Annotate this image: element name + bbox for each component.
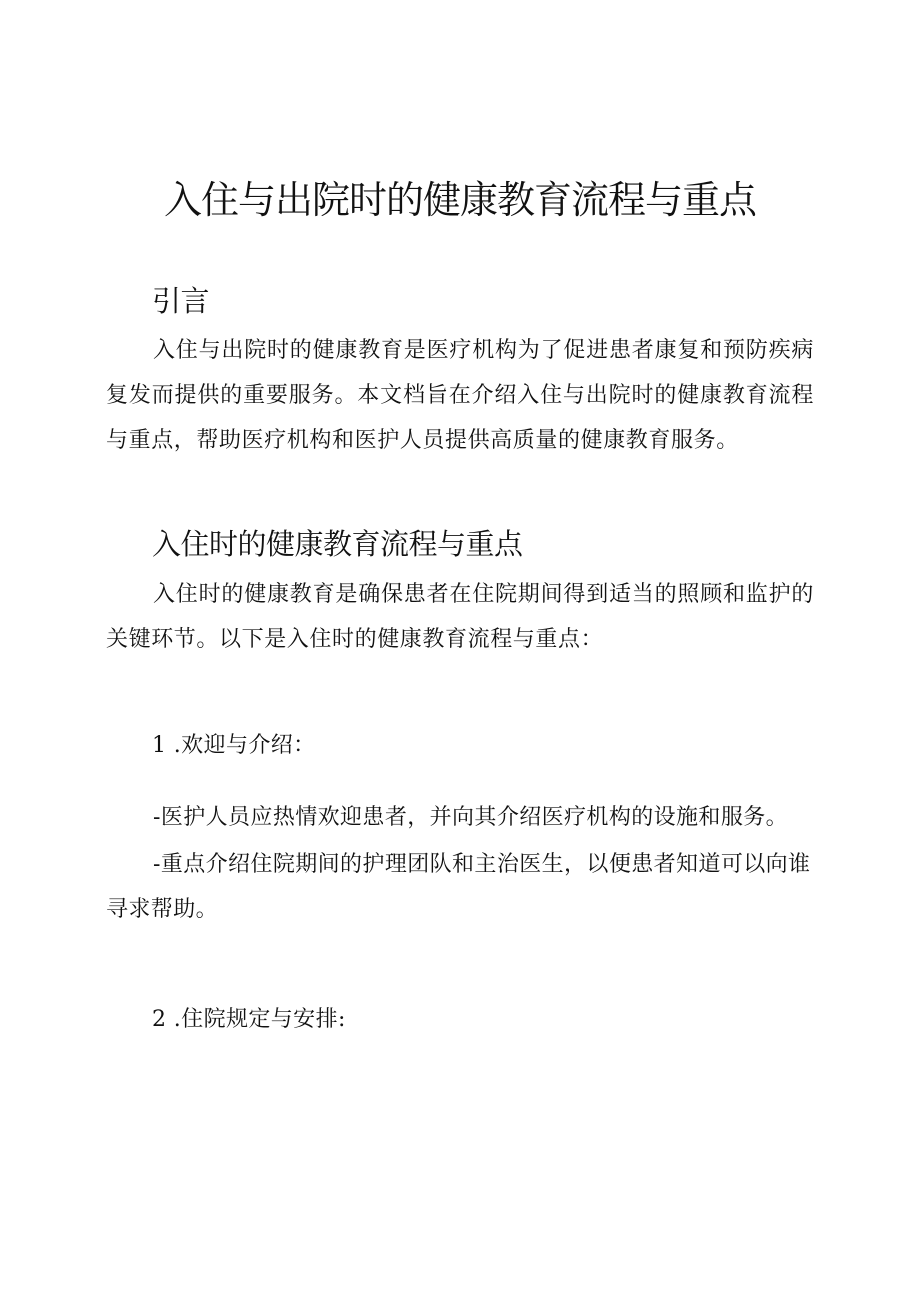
- step-1-bullet-1: -医护人员应热情欢迎患者，并向其介绍医疗机构的设施和服务。: [153, 805, 789, 830]
- admission-paragraph: 入住时的健康教育是确保患者在住院期间得到适当的照顾和监护的关键环节。以下是入住时的健康教育流程与重点：: [106, 582, 814, 652]
- intro-paragraph: 入住与出院时的健康教育是医疗机构为了促进患者康复和预防疾病复发而提供的重要服务。本文档旨在介绍入住与出院时的健康教育流程与重点，帮助医疗机构和医护人员提供高质量的健康教育服务。: [106, 338, 814, 453]
- section-heading-intro: 引言: [152, 284, 210, 318]
- step-2-label: 2 .住院规定与安排:: [152, 1007, 346, 1032]
- section-heading-admission: 入住时的健康教育流程与重点: [152, 527, 523, 561]
- step-1-label: 1 .欢迎与介绍：: [152, 733, 316, 758]
- document-title: 入住与出院时的健康教育流程与重点: [163, 178, 756, 222]
- step-1-bullet-2: -重点介绍住院期间的护理团队和主治医生，以便患者知道可以向谁寻求帮助。: [106, 852, 811, 922]
